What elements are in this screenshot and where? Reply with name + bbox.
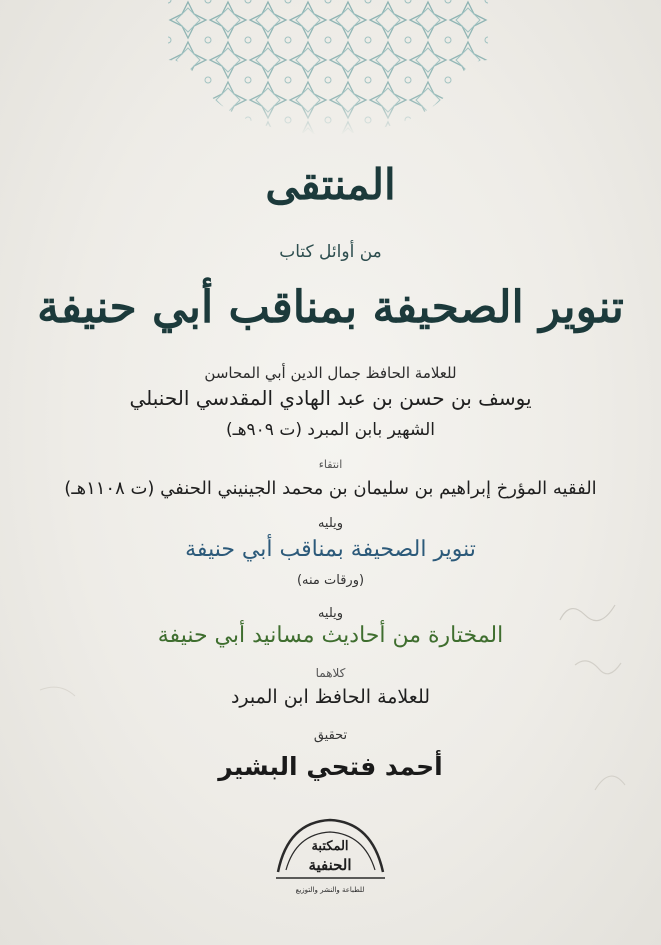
publisher-logo-text-2: الحنفية (308, 856, 352, 874)
cover-title: المنتقى (265, 160, 396, 209)
both-author: للعلامة الحافظ ابن المبرد (230, 686, 431, 708)
author-intro: للعلامة الحافظ جمال الدين أبي المحاسن (204, 364, 457, 382)
geometric-pattern-ornament (168, 0, 488, 135)
publisher-logo-text-1: المكتبة (311, 839, 349, 854)
third-book-title: المختارة من أحاديث مسانيد أبي حنيفة (157, 623, 504, 648)
second-book-note: (ورقات منه) (296, 573, 365, 588)
editor-label: تحقيق (313, 728, 348, 743)
followed-label-2: ويليه (317, 606, 344, 621)
book-title: تنوير الصحيفة بمناقب أبي حنيفة (37, 282, 624, 333)
selector-name: الفقيه المؤرخ إبراهيم بن سليمان بن محمد الجينيني الحنفي (ت ١١٠٨هـ) (64, 478, 597, 499)
selection-label: انتقاء (318, 458, 343, 471)
followed-label-1: ويليه (317, 516, 344, 531)
publisher-logo (268, 812, 393, 902)
author-known-as: الشهير بابن المبرد (ت ٩٠٩هـ) (225, 420, 436, 440)
from-label: من أوائل كتاب (279, 242, 382, 262)
second-book-title: تنوير الصحيفة بمناقب أبي حنيفة (185, 537, 476, 562)
editor-name: أحمد فتحي البشير (218, 752, 443, 781)
publisher-logo-caption: للطباعة والنشر والتوزيع (295, 886, 365, 894)
author-name: يوسف بن حسن بن عبد الهادي المقدسي الحنبلي (129, 386, 532, 410)
both-label: كلاهما (315, 666, 346, 680)
